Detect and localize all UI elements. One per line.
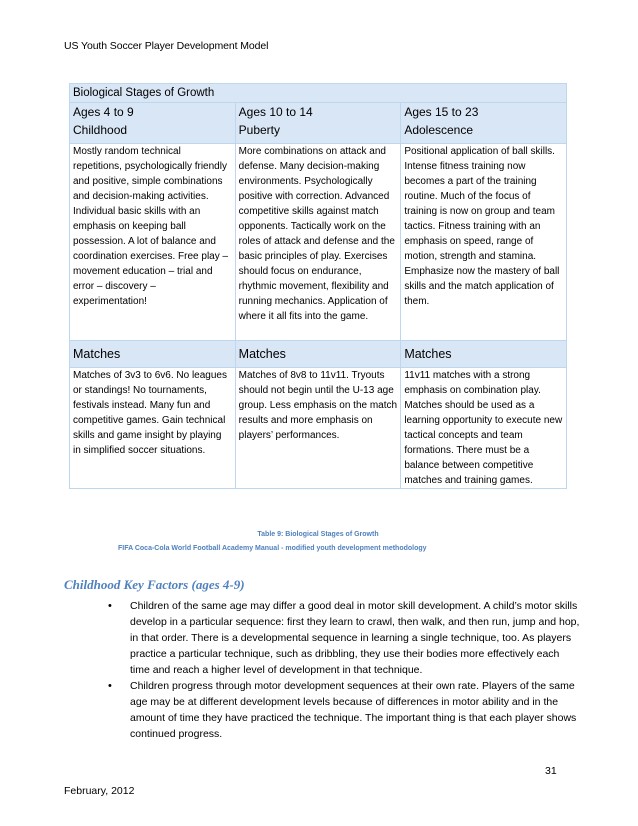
footer-date: February, 2012 xyxy=(64,785,135,797)
stage-age: Ages 15 to 23 xyxy=(404,105,479,119)
list-item xyxy=(108,598,582,678)
stage-header-row xyxy=(70,103,567,144)
matches-header-adolescence: Matches xyxy=(401,341,567,368)
page-number: 31 xyxy=(545,765,557,777)
list-item xyxy=(108,678,582,742)
bullet-icon: • xyxy=(108,600,112,612)
section-heading: Childhood Key Factors (ages 4-9) xyxy=(64,577,245,592)
table-caption: Table 9: Biological Stages of Growth xyxy=(257,531,379,538)
stage-name: Childhood xyxy=(73,123,128,137)
running-header: US Youth Soccer Player Development Model xyxy=(64,40,269,52)
childhood-matches: Matches of 3v3 to 6v6. No leagues or standings! No tournaments, festivals instead. Many fun and competitive games. Gain technical skills and game insight by playing in simplified soccer situations. xyxy=(70,368,236,489)
puberty-matches: Matches of 8v8 to 11v11. Tryouts should not begin until the U-13 age group. Less emphasis on the match results and more emphasis on players’ performances. xyxy=(235,368,401,489)
stage-header-childhood xyxy=(70,103,236,144)
bullet-icon: • xyxy=(108,680,112,692)
stage-name: Puberty xyxy=(238,123,281,137)
table-title: Biological Stages of Growth xyxy=(70,84,567,103)
key-factors-list xyxy=(108,598,582,742)
table-title-row xyxy=(70,84,567,103)
matches-header-row xyxy=(70,341,567,368)
stage-description-row xyxy=(70,144,567,341)
biological-stages-table xyxy=(69,83,567,489)
matches-header-puberty: Matches xyxy=(235,341,401,368)
stage-age: Ages 4 to 9 xyxy=(73,105,134,119)
adolescence-description: Positional application of ball skills. Intense fitness training now becomes a part of the training routine. Much of the focus of training is now on group and team tactics. Fitness training with an emphasis on speed, range of motion, strength and stamina. Emphasize now the mastery of ball skills and the match application of them. xyxy=(401,144,567,341)
stage-header-adolescence xyxy=(401,103,567,144)
list-item-text: Children of the same age may differ a good deal in motor skill development. A child’s motor skills develop in a particular sequence: first they learn to crawl, then walk, and then run, jump and hop, in that order. There is a developmental sequence in learning a single technique, too. As players practice a particular technique, such as dribbling, they use their bodies more effectively each time and reach a higher level of development in that technique. xyxy=(130,600,580,676)
matches-description-row xyxy=(70,368,567,489)
table-source-caption: FIFA Coca-Cola World Football Academy Manual - modified youth development methodology xyxy=(118,545,427,552)
stage-header-puberty xyxy=(235,103,401,144)
matches-header-childhood: Matches xyxy=(70,341,236,368)
list-item-text: Children progress through motor development sequences at their own rate. Players of the same age may be at different development levels because of differences in motor ability and in the amount of time they have practiced the technique. The important thing is that each player shows continued progress. xyxy=(130,680,577,740)
adolescence-matches: 11v11 matches with a strong emphasis on combination play. Matches should be used as a learning opportunity to execute new tactical concepts and team formations. There must be a balance between competitive matches and training games. xyxy=(401,368,567,489)
childhood-description: Mostly random technical repetitions, psychologically friendly and positive, simple combinations and decision-making activities. Individual basic skills with an emphasis on keeping ball possession. A lot of balance and coordination exercises. Free play – movement education – trial and error – discovery – experimentation! xyxy=(70,144,236,341)
stage-name: Adolescence xyxy=(404,123,474,137)
stage-age: Ages 10 to 14 xyxy=(238,105,313,119)
puberty-description: More combinations on attack and defense. Many decision-making environments. Psychologically positive with correction. Advanced competitive skills against match opponents. Tactically work on the roles of attack and defense and the basic principles of play. Exercises should focus on endurance, rhythmic movement, flexibility and running mechanics. Application of where it all fits into the game. xyxy=(235,144,401,341)
